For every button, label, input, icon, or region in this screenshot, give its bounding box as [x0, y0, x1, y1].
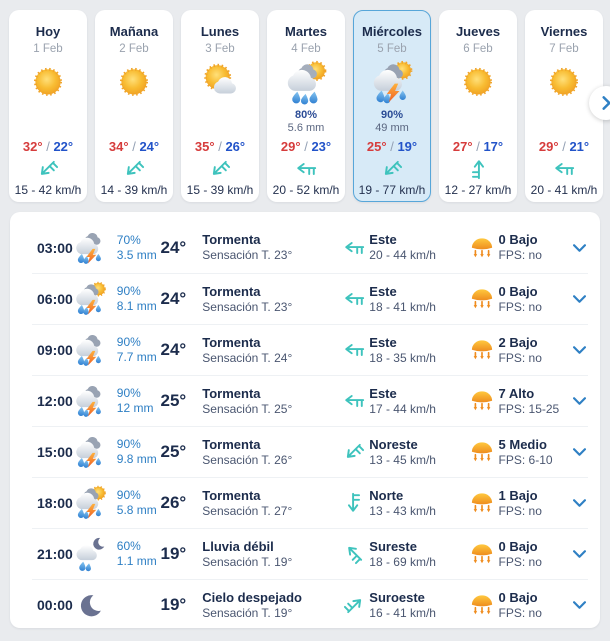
uv-index-icon	[471, 595, 493, 615]
day-card-martes[interactable]	[267, 10, 345, 202]
uv-fps-label: FPS: no	[498, 554, 542, 569]
day-name: Viernes	[540, 24, 588, 39]
day-name: Mañana	[109, 24, 159, 39]
wind-speed-range: 20 - 44 km/h	[369, 248, 436, 262]
uv-index-label: 0 Bajo	[498, 538, 538, 554]
expand-row-button[interactable]	[570, 494, 588, 512]
hour-precip	[117, 284, 161, 314]
wind-direction-label: Este	[369, 283, 397, 299]
day-wind-range: 15 - 42 km/h	[14, 183, 82, 197]
day-date: 4 Feb	[291, 43, 321, 55]
day-card-hoy[interactable]	[9, 10, 87, 202]
day-temps: 34° / 24°	[108, 139, 160, 154]
wind-direction-icon	[118, 153, 149, 184]
hour-row-0000[interactable]	[32, 579, 588, 628]
precip-probability: 90%	[116, 488, 141, 502]
uv-index-label: 0 Bajo	[498, 232, 538, 247]
wind-speed-range: 13 - 43 km/h	[369, 503, 436, 518]
uv-fps-label: FPS: no	[498, 605, 542, 620]
hour-condition	[202, 437, 339, 468]
day-date: 5 Feb	[377, 42, 407, 55]
wind-speed-range: 13 - 45 km/h	[369, 452, 436, 467]
day-temps: 29° / 21°	[538, 139, 590, 154]
precip-amount: 9.8 mm	[116, 452, 157, 466]
precip-probability: 90%	[116, 284, 141, 298]
hour-uv	[499, 437, 571, 468]
hour-condition	[202, 590, 339, 621]
hour-temperature: 24°	[160, 237, 187, 257]
wind-direction-label: Noreste	[369, 436, 418, 452]
wind-direction-icon	[295, 158, 317, 180]
uv-index-icon	[471, 391, 493, 411]
wind-direction-icon	[376, 153, 407, 184]
wind-direction-icon	[467, 158, 489, 180]
precip-probability: 70%	[116, 232, 141, 247]
day-strip	[9, 10, 603, 202]
hour-row-0600[interactable]	[32, 273, 588, 324]
chevron-down-icon	[573, 295, 586, 303]
hour-precip	[117, 386, 161, 416]
expand-row-button[interactable]	[570, 545, 588, 563]
hour-temperature: 25°	[160, 391, 187, 410]
uv-index-label: 5 Medio	[498, 436, 547, 452]
day-precip-amount: 5.6 mm	[287, 122, 325, 134]
feels-like-label: Sensación T. 25°	[202, 401, 293, 416]
day-wind-range: 15 - 39 km/h	[186, 183, 254, 197]
hour-uv	[499, 284, 571, 315]
precip-probability: 90%	[116, 437, 141, 451]
expand-row-button[interactable]	[570, 341, 588, 359]
wind-direction-label: Suroeste	[369, 589, 425, 605]
wind-speed-range: 18 - 41 km/h	[369, 299, 436, 314]
feels-like-label: Sensación T. 26°	[202, 452, 293, 467]
hour-time: 18:00	[37, 495, 73, 511]
hour-time: 15:00	[37, 444, 73, 460]
day-precip-probability: 90%	[380, 108, 404, 121]
wind-direction-label: Sureste	[369, 538, 417, 554]
wind-direction-icon	[343, 339, 365, 361]
uv-index-icon	[471, 544, 493, 564]
expand-row-button[interactable]	[570, 290, 588, 308]
day-precip-probability: 80%	[294, 109, 318, 121]
storm-sun-icon	[369, 60, 415, 106]
feels-like-label: Sensación T. 23°	[202, 248, 293, 262]
wind-direction-label: Este	[369, 385, 397, 401]
precip-amount: 5.8 mm	[116, 503, 157, 517]
hour-uv	[499, 539, 571, 570]
uv-fps-label: FPS: no	[498, 299, 542, 314]
uv-fps-label: FPS: 6-10	[498, 452, 553, 467]
hour-uv	[499, 386, 571, 417]
day-temps: 32° / 22°	[22, 139, 74, 154]
precip-probability: 90%	[116, 386, 141, 400]
wind-direction-label: Norte	[369, 487, 404, 503]
day-temps: 27° / 17°	[452, 139, 504, 154]
day-name: Jueves	[455, 24, 501, 39]
chevron-down-icon	[573, 550, 586, 558]
hour-wind	[369, 437, 468, 468]
rain-sun-icon	[283, 60, 329, 106]
day-name: Miércoles	[362, 23, 422, 39]
day-date: 2 Feb	[119, 43, 149, 55]
day-card-manana[interactable]	[95, 10, 173, 202]
expand-row-button[interactable]	[570, 443, 588, 461]
day-name: Hoy	[35, 24, 61, 39]
hour-temperature: 24°	[160, 340, 187, 359]
condition-label: Lluvia débil	[202, 538, 274, 554]
feels-like-label: Sensación T. 19°	[202, 605, 293, 620]
hour-uv	[499, 488, 571, 519]
uv-index-icon	[471, 289, 493, 309]
hour-wind	[369, 488, 468, 519]
day-name: Lunes	[200, 24, 240, 39]
day-card-miercoles-selected[interactable]	[353, 10, 431, 202]
wind-direction-label: Este	[369, 334, 397, 350]
wind-direction-icon	[343, 288, 365, 310]
chevron-down-icon	[573, 448, 586, 456]
precip-amount: 3.5 mm	[116, 247, 157, 262]
day-name: Martes	[285, 24, 327, 39]
condition-label: Tormenta	[202, 232, 261, 247]
storm-sun-icon	[72, 485, 108, 521]
storm-icon	[72, 434, 108, 470]
hour-time: 12:00	[37, 393, 73, 409]
wind-direction-icon	[343, 492, 365, 514]
hour-time: 06:00	[37, 291, 73, 307]
uv-index-icon	[471, 493, 493, 513]
hour-time: 03:00	[37, 239, 73, 256]
hour-precip	[117, 488, 161, 518]
uv-index-icon	[471, 340, 493, 360]
chevron-down-icon	[573, 601, 586, 609]
hour-condition	[202, 335, 339, 366]
hour-temperature: 19°	[160, 595, 187, 614]
day-wind-range: 12 - 27 km/h	[444, 183, 512, 197]
feels-like-label: Sensación T. 19°	[202, 554, 293, 569]
uv-index-icon	[471, 442, 493, 462]
hour-wind	[369, 386, 468, 417]
chevron-down-icon	[573, 346, 586, 354]
wind-direction-icon	[339, 436, 370, 467]
hour-row-0300[interactable]	[32, 222, 588, 273]
precip-probability: 90%	[116, 335, 141, 349]
chevron-down-icon	[573, 397, 586, 405]
hour-wind	[369, 335, 468, 366]
rain-moon-icon	[72, 536, 108, 572]
sun-cloud-icon	[197, 60, 243, 106]
sun-icon	[541, 60, 587, 106]
wind-direction-icon	[553, 158, 575, 180]
wind-speed-range: 16 - 41 km/h	[369, 605, 436, 620]
feels-like-label: Sensación T. 23°	[202, 299, 293, 314]
precip-amount: 8.1 mm	[116, 299, 157, 313]
condition-label: Tormenta	[202, 385, 261, 401]
storm-icon	[72, 230, 108, 266]
uv-index-label: 1 Bajo	[498, 487, 538, 503]
day-card-lunes[interactable]	[181, 10, 259, 202]
hour-row-1500[interactable]	[32, 426, 588, 477]
hour-wind	[369, 539, 468, 570]
day-date: 3 Feb	[205, 43, 235, 55]
hour-condition	[202, 488, 339, 519]
hour-time: 21:00	[37, 546, 73, 562]
expand-row-button[interactable]	[570, 596, 588, 614]
precip-probability: 60%	[116, 539, 141, 553]
condition-label: Cielo despejado	[202, 589, 302, 605]
hour-precip	[117, 437, 161, 467]
day-wind-range: 20 - 41 km/h	[530, 183, 598, 197]
storm-icon	[72, 383, 108, 419]
precip-amount: 7.7 mm	[116, 350, 157, 364]
hour-temperature: 26°	[160, 493, 187, 512]
wind-direction-icon	[339, 589, 370, 620]
wind-speed-range: 17 - 44 km/h	[369, 401, 436, 416]
hourly-forecast-card	[10, 212, 600, 628]
day-card-jueves[interactable]	[439, 10, 517, 202]
day-temps: 35° / 26°	[194, 139, 246, 154]
hour-condition	[202, 539, 339, 570]
wind-direction-icon	[339, 538, 370, 569]
hour-row-1200[interactable]	[32, 375, 588, 426]
day-wind-range: 19 - 77 km/h	[358, 182, 426, 197]
uv-index-label: 7 Alto	[498, 385, 535, 401]
wind-direction-icon	[343, 390, 365, 412]
hour-precip	[117, 539, 161, 569]
day-date: 6 Feb	[463, 43, 493, 55]
hour-uv	[499, 232, 571, 263]
storm-sun-icon	[72, 281, 108, 317]
sun-icon	[111, 60, 157, 106]
hour-condition	[202, 386, 339, 417]
hour-wind	[369, 284, 468, 315]
day-wind-range: 20 - 52 km/h	[272, 183, 340, 197]
hour-row-2100[interactable]	[32, 528, 588, 579]
hour-time: 00:00	[37, 597, 73, 613]
uv-index-icon	[471, 238, 493, 258]
hour-uv	[499, 335, 571, 366]
chevron-right-icon	[602, 96, 610, 110]
hour-row-1800[interactable]	[32, 477, 588, 528]
chevron-down-icon	[573, 244, 586, 252]
hour-precip	[117, 233, 161, 263]
uv-index-label: 0 Bajo	[498, 283, 538, 299]
hour-temperature: 24°	[160, 289, 187, 308]
hour-temperature: 25°	[160, 442, 187, 461]
uv-index-label: 2 Bajo	[498, 334, 538, 350]
hour-row-0900[interactable]	[32, 324, 588, 375]
uv-index-label: 0 Bajo	[498, 589, 538, 605]
sun-icon	[455, 60, 501, 106]
feels-like-label: Sensación T. 27°	[202, 503, 293, 518]
condition-label: Tormenta	[202, 487, 261, 503]
wind-direction-icon	[343, 237, 365, 259]
hour-temperature: 19°	[160, 544, 187, 563]
storm-icon	[72, 332, 108, 368]
expand-row-button[interactable]	[570, 239, 588, 257]
wind-direction-icon	[204, 153, 235, 184]
day-temps: 29° / 23°	[280, 139, 332, 154]
moon-icon	[72, 587, 108, 623]
hour-time: 09:00	[37, 342, 73, 358]
precip-amount: 1.1 mm	[116, 554, 157, 568]
condition-label: Tormenta	[202, 283, 261, 299]
hour-wind	[369, 590, 468, 621]
uv-fps-label: FPS: no	[498, 350, 542, 365]
condition-label: Tormenta	[202, 436, 261, 452]
expand-row-button[interactable]	[570, 392, 588, 410]
uv-fps-label: FPS: no	[498, 248, 542, 262]
chevron-down-icon	[573, 499, 586, 507]
hour-precip	[117, 335, 161, 365]
condition-label: Tormenta	[202, 334, 261, 350]
wind-speed-range: 18 - 35 km/h	[369, 350, 436, 365]
uv-fps-label: FPS: 15-25	[498, 401, 560, 416]
wind-speed-range: 18 - 69 km/h	[369, 554, 436, 569]
feels-like-label: Sensación T. 24°	[202, 350, 293, 365]
hour-uv	[499, 590, 571, 621]
hour-condition	[202, 284, 339, 315]
precip-amount: 12 mm	[116, 401, 154, 415]
day-date: 1 Feb	[33, 43, 63, 55]
hour-condition	[202, 232, 339, 263]
wind-direction-icon	[32, 153, 63, 184]
day-temps: 25° / 19°	[366, 138, 418, 154]
wind-direction-label: Este	[369, 232, 397, 247]
uv-fps-label: FPS: no	[498, 503, 542, 518]
sun-icon	[25, 60, 71, 106]
day-wind-range: 14 - 39 km/h	[100, 183, 168, 197]
day-precip-amount: 49 mm	[375, 121, 409, 134]
hour-wind	[369, 232, 468, 263]
day-date: 7 Feb	[549, 43, 579, 55]
